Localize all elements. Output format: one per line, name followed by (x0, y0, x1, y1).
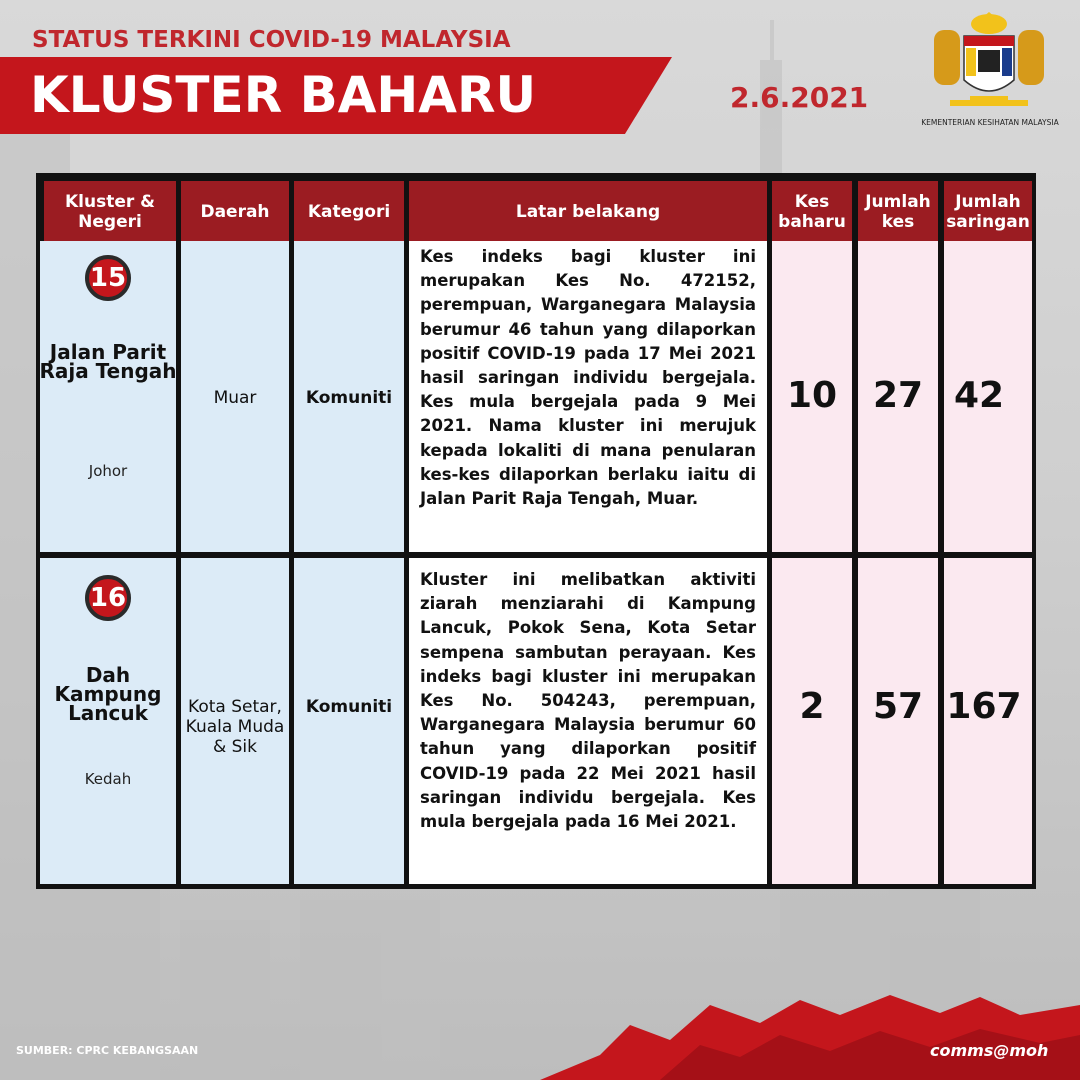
jumlah-saringan-cell (944, 558, 1032, 884)
cluster-table (36, 173, 1036, 889)
kes-baharu-value: 2 (799, 686, 825, 727)
status-subtitle: STATUS TERKINI COVID-19 MALAYSIA (32, 27, 511, 53)
red-splash-decoration (540, 985, 1080, 1080)
latar-cell (409, 558, 767, 884)
kategori-value: Komuniti (305, 388, 393, 408)
table-row (40, 558, 176, 884)
coat-of-arms-logo (930, 10, 1048, 115)
kes-baharu-value: 10 (786, 375, 838, 416)
latar-text: Kes indeks bagi kluster ini merupakan Kes No. 472152, perempuan, Warganegara Malaysia berumur 46 tahun yang dilaporkan positif COVID-19 pada 17 Mei 2021 hasil saringan individu bergejala. Kes mula bergejala pada 9 Mei 2021. Nama kluster ini merujuk kepada lokaliti di mana penularan kes-kes dilaporkan berlaku iaitu di Jalan Parit Raja Tengah, Muar. (420, 247, 756, 509)
latar-text: Kluster ini melibatkan aktiviti ziarah menziarahi di Kampung Lancuk, Pokok Sena, Kota Setar sempena sambutan perayaan. Kes indeks bagi kluster ini merupakan Kes No. 504243, perempuan, Warganegara Malaysia berumur 60 tahun yang dilaporkan positif COVID-19 pada 22 Mei 2021 hasil saringan individu bergejala. Kes mula bergejala pada 16 Mei 2021. (420, 570, 756, 832)
latar-cell (409, 241, 767, 552)
kategori-cell (294, 558, 404, 884)
cluster-name: Jalan Parit Raja Tengah (39, 340, 177, 383)
ministry-label: KEMENTERIAN KESIHATAN MALAYSIA (921, 118, 1059, 127)
jumlah-kes-value: 27 (872, 375, 924, 416)
table-row (40, 241, 176, 552)
jumlah-saringan-value: 167 (946, 686, 1022, 727)
brand-label: comms@moh (930, 1041, 1049, 1060)
jumlah-kes-cell (858, 558, 938, 884)
cluster-name: Dah Kampung Lancuk (54, 663, 162, 725)
column-header-kluster: Kluster & Negeri (44, 181, 176, 243)
jumlah-kes-cell (858, 241, 938, 552)
kes-baharu-cell (772, 558, 852, 884)
daerah-value: Muar (213, 388, 257, 408)
column-header-kategori: Kategori (294, 181, 404, 243)
report-date: 2.6.2021 (730, 81, 869, 114)
cluster-number-badge: 16 (85, 575, 131, 621)
cluster-number-badge: 15 (85, 255, 131, 301)
kes-baharu-cell (772, 241, 852, 552)
jumlah-saringan-cell (944, 241, 1032, 552)
cluster-state: Johor (88, 462, 128, 480)
column-header-latar: Latar belakang (409, 181, 767, 243)
column-header-jumlah-saringan: Jumlah saringan (944, 181, 1032, 243)
jumlah-saringan-value: 42 (953, 375, 1005, 416)
daerah-value: Kota Setar, Kuala Muda & Sik (185, 697, 285, 757)
source-label: SUMBER: CPRC KEBANGSAAN (16, 1044, 199, 1057)
page-title: KLUSTER BAHARU (30, 66, 537, 124)
daerah-cell (181, 241, 289, 552)
daerah-cell (181, 558, 289, 884)
jumlah-kes-value: 57 (872, 686, 924, 727)
column-header-daerah: Daerah (181, 181, 289, 243)
column-header-jumlah-kes: Jumlah kes (858, 181, 938, 243)
cluster-state: Kedah (84, 770, 132, 788)
column-header-kes-baharu: Kes baharu (772, 181, 852, 243)
kategori-value: Komuniti (305, 697, 393, 717)
kategori-cell (294, 241, 404, 552)
